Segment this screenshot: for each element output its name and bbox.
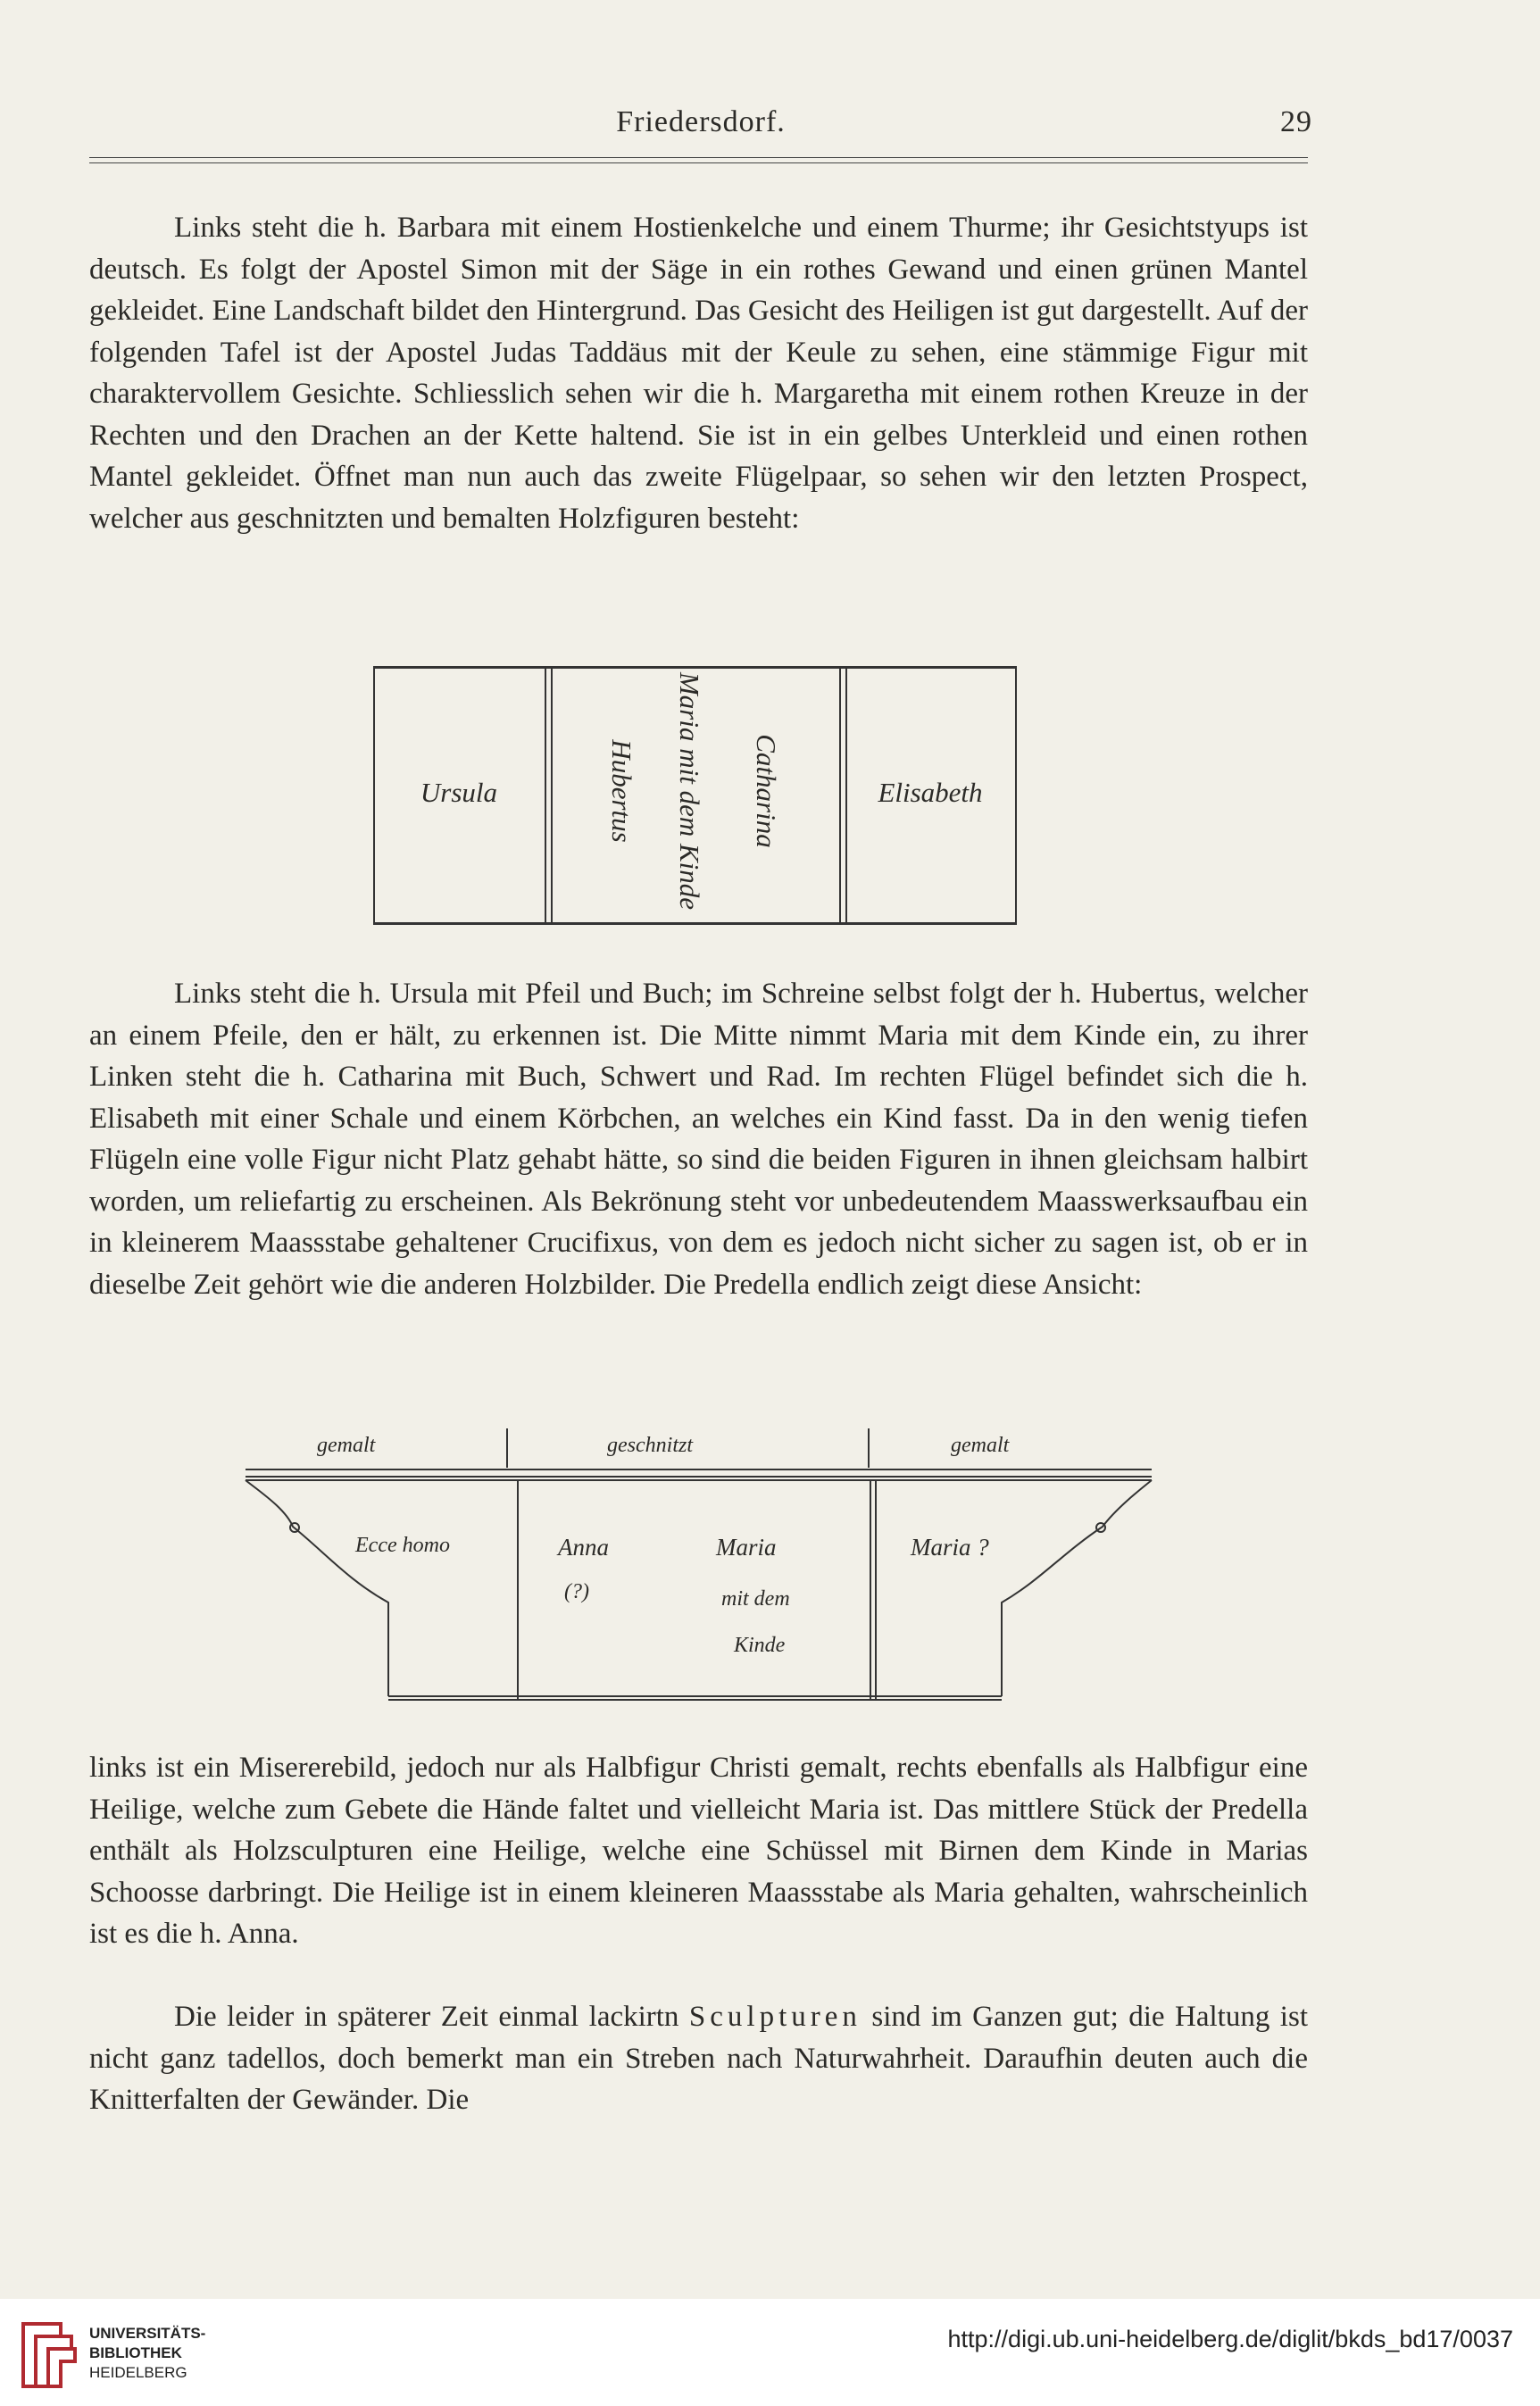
paragraph-4-start: Die leider in späterer Zeit einmal lackirtn — [174, 2001, 689, 2033]
paragraph-1: Links steht die h. Barbara mit einem Hostienkelche und einem Thurme; ihr Gesichtstyups ist deutsch. Es folgt der Apostel Simon mit der Säge in ein rothes Gewand und einen grünen Mantel gekleidet. Eine Landschaft bildet den Hintergrund. Das Gesicht des Heiligen ist gut dargestellt. Auf der folgenden Tafel ist der Apostel Judas Taddäus mit der Keule zu sehen, eine stämmige Figur mit charaktervollem Gesichte. Schliesslich sehen wir die h. Margaretha mit einem rothen Kreuze in der Rechten und den Drachen an der Kette haltend. Sie ist in ein gelbes Unterkleid und einen rothen Mantel gekleidet. Öffnet man nun auch das zweite Flügelpaar, so sehen wir den letzten Prospect, welcher aus geschnitzten und bemalten Holzfiguren besteht: — [89, 212, 1308, 535]
label-mit-dem: mit dem — [721, 1587, 790, 1611]
frame-line — [1015, 666, 1017, 925]
right-profile — [1002, 1480, 1152, 1696]
frame-line — [551, 666, 553, 925]
label-ecce-homo: Ecce homo — [355, 1534, 450, 1557]
label-maria-mit-dem-kinde: Maria mit dem Kinde — [674, 671, 705, 911]
library-footer — [0, 2299, 1540, 2406]
label-anna: Anna — [558, 1534, 609, 1561]
label-geschnitzt: geschnitzt — [607, 1434, 693, 1457]
frame-line — [545, 666, 546, 925]
label-gemalt-right: gemalt — [951, 1434, 1010, 1457]
label-ursula: Ursula — [420, 777, 498, 808]
library-name-line1: UNIVERSITÄTS- — [89, 2325, 206, 2342]
predella-drawing — [241, 1428, 1170, 1710]
paragraph-2: Links steht die h. Ursula mit Pfeil und Buch; im Schreine selbst folgt der h. Hubertus, welcher an einem Pfeile, den er hält, zu erkennen ist. Die Mitte nimmt Maria mit dem Kinde ein, zu ihrer Linken steht die h. Catharina mit Buch, Schwert und Rad. Im rechten Flügel befindet sich die h. Elisabeth mit einer Schale und einem Körbchen, an welches ein Kind fasst. Da in den wenig tiefen Flügeln eine volle Figur nicht Platz gehabt hätte, so sind die beiden Figuren in ihnen gleichsam halbirt worden, um reliefartig zu erscheinen. Als Bekrönung steht vor unbedeutendem Maasswerksaufbau ein in kleinerem Maassstabe gehaltener Crucifixus, von dem es jedoch nicht sicher zu sagen ist, ob er in dieselbe Zeit gehört wie die anderen Holzbilder. Die Predella endlich zeigt diese Ansicht: — [89, 978, 1308, 1301]
frame-line — [839, 666, 841, 925]
paragraph-4 — [89, 1996, 1308, 2121]
paragraph-4-spaced: Sculpturen — [688, 2001, 862, 2033]
label-anna-note: (?) — [564, 1580, 589, 1603]
label-maria-right: Maria ? — [911, 1534, 989, 1561]
library-name — [89, 2324, 205, 2383]
library-name-line2: BIBLIOTHEK — [89, 2344, 182, 2361]
page-number: 29 — [1280, 105, 1312, 138]
shrine-diagram — [373, 666, 1020, 923]
paragraph-4-end: sind im Ganzen gut; die Haltung ist nicht ganz tadellos, doch bemerkt man ein Streben nach Naturwahrheit. Daraufhin deuten auch die Knitterfalten der Gewänder. Die — [89, 2001, 1308, 2116]
predella-diagram — [241, 1428, 1170, 1710]
label-gemalt-left: gemalt — [317, 1434, 376, 1457]
label-elisabeth: Elisabeth — [878, 777, 983, 808]
paragraph-3: links ist ein Misererebild, jedoch nur als Halbfigur Christi gemalt, rechts ebenfalls als Halbfigur eine Heilige, welche zum Gebete die Hände faltet und vielleicht Maria ist. Das mittlere Stück der Predella enthält als Holzsculpturen eine Heilige, welche eine Schüssel mit Birnen dem Kinde in Marias Schoosse darbringt. Die Heilige ist in einem kleineren Maassstabe als Maria gehalten, wahrscheinlich ist es die h. Anna. — [89, 1752, 1308, 1950]
running-title: Friedersdorf. — [616, 105, 786, 138]
header-rule — [89, 157, 1308, 163]
library-logo-icon — [16, 2315, 80, 2391]
label-catharina: Catharina — [751, 734, 782, 848]
library-name-line3: HEIDELBERG — [89, 2364, 187, 2381]
label-maria: Maria — [716, 1534, 777, 1561]
running-head — [89, 105, 1312, 145]
left-profile — [246, 1480, 388, 1696]
source-link[interactable]: http://digi.ub.uni-heidelberg.de/diglit/bkds_bd17/0037 — [947, 2326, 1513, 2352]
label-kinde: Kinde — [734, 1634, 786, 1657]
label-hubertus: Hubertus — [606, 739, 637, 843]
